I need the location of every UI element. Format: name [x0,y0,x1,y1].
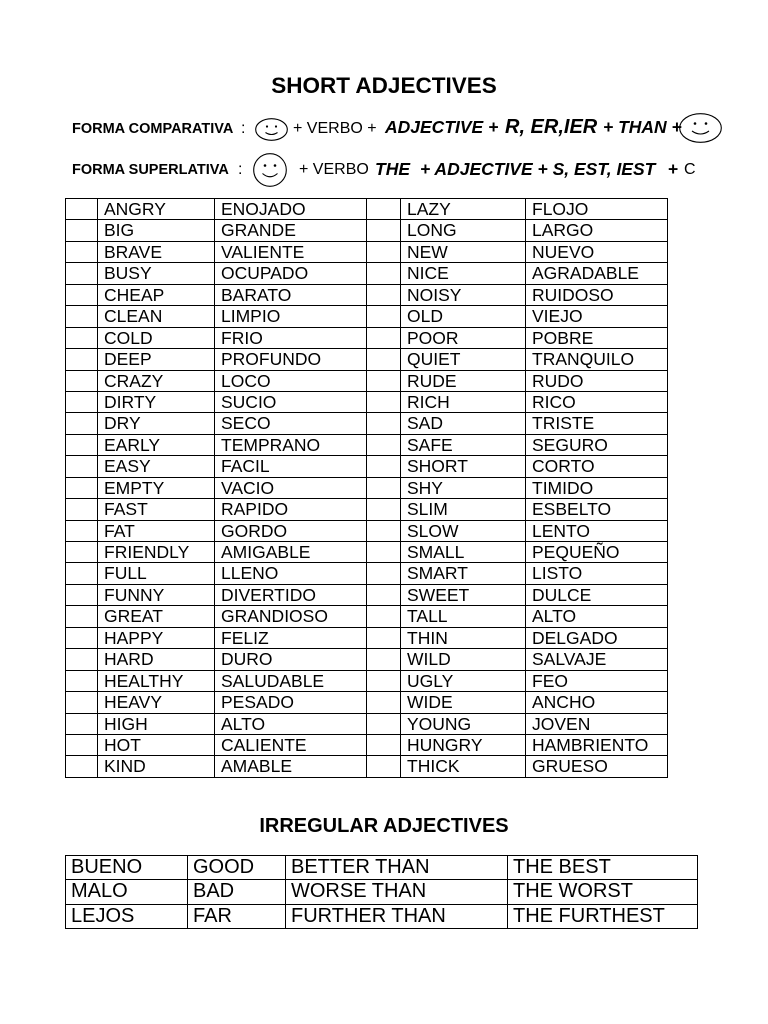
spanish-translation: NUEVO [526,242,668,263]
spanish-translation: LISTO [526,563,668,584]
english-adjective: FUNNY [98,585,215,606]
empty-cell [66,735,98,756]
empty-cell [66,263,98,284]
table-row [66,499,668,520]
empty-cell [66,563,98,584]
english-adjective: GREAT [98,606,215,627]
spanish-translation: TRANQUILO [526,349,668,370]
empty-cell [367,371,401,392]
spanish-translation: LENTO [526,521,668,542]
table-row [66,456,668,477]
empty-cell [66,349,98,370]
english-adjective: BUSY [98,263,215,284]
empty-cell [367,478,401,499]
english-adjective: ANGRY [98,199,215,220]
table-row [66,628,668,649]
table-row [66,880,698,904]
superlative-formula-text: + ADJECTIVE + S, EST, IEST [420,158,656,179]
empty-cell [66,542,98,563]
empty-cell [66,649,98,670]
empty-cell [367,521,401,542]
english-adjective: SMALL [401,542,526,563]
empty-cell [66,585,98,606]
superlative-colon: : [238,161,243,178]
table-row [66,671,668,692]
empty-cell [66,756,98,777]
spanish-translation: AMABLE [215,756,367,777]
english-adjective: RICH [401,392,526,413]
spanish-translation: ALTO [215,714,367,735]
english-adjective: DIRTY [98,392,215,413]
table-row [66,328,668,349]
empty-cell [66,671,98,692]
english-adjective: SAFE [401,435,526,456]
table-row [66,521,668,542]
table-row [66,199,668,220]
spanish-translation: RICO [526,392,668,413]
comparative-form: FURTHER THAN [286,905,508,929]
english-adjective: EMPTY [98,478,215,499]
spanish-translation: ALTO [526,606,668,627]
empty-cell [367,649,401,670]
spanish-translation: PEQUEÑO [526,542,668,563]
comparative-adjective: ADJECTIVE + [385,117,499,138]
empty-cell [66,435,98,456]
empty-cell [66,306,98,327]
empty-cell [367,585,401,606]
table-row [66,263,668,284]
english-adjective: WILD [401,649,526,670]
english-word: GOOD [188,856,286,880]
empty-cell [367,606,401,627]
english-word: FAR [188,905,286,929]
irregular-adjectives-table [65,855,698,929]
english-adjective: FAST [98,499,215,520]
empty-cell [367,285,401,306]
english-adjective: FAT [98,521,215,542]
spanish-translation: PESADO [215,692,367,713]
superlative-verbo: + VERBO [299,161,369,178]
spanish-translation: FRIO [215,328,367,349]
english-adjective: NEW [401,242,526,263]
empty-cell [66,285,98,306]
english-adjective: POOR [401,328,526,349]
spanish-translation: DURO [215,649,367,670]
english-adjective: SLIM [401,499,526,520]
english-adjective: RUDE [401,371,526,392]
english-adjective: HEALTHY [98,671,215,692]
spanish-translation: FLOJO [526,199,668,220]
english-adjective: QUIET [401,349,526,370]
spanish-translation: RUDO [526,371,668,392]
english-adjective: NICE [401,263,526,284]
spanish-translation: ESBELTO [526,499,668,520]
spanish-translation: CALIENTE [215,735,367,756]
empty-cell [66,628,98,649]
empty-cell [367,456,401,477]
superlative-label: FORMA SUPERLATIVA [72,162,229,179]
spanish-translation: OCUPADO [215,263,367,284]
empty-cell [367,628,401,649]
spanish-translation: GRANDE [215,220,367,241]
spanish-translation: AMIGABLE [215,542,367,563]
table-row [66,392,668,413]
table-row [66,735,668,756]
english-adjective: EARLY [98,435,215,456]
spanish-translation: RUIDOSO [526,285,668,306]
superlative-form: THE BEST [508,856,698,880]
empty-cell [367,199,401,220]
spanish-translation: VIEJO [526,306,668,327]
spanish-translation: SALUDABLE [215,671,367,692]
english-adjective: DEEP [98,349,215,370]
english-adjective: BRAVE [98,242,215,263]
empty-cell [66,499,98,520]
comparative-endings: R, ER,IER [505,116,598,139]
spanish-word: BUENO [66,856,188,880]
table-row [66,220,668,241]
table-row [66,413,668,434]
empty-cell [66,199,98,220]
empty-cell [367,542,401,563]
empty-cell [367,435,401,456]
spanish-translation: LOCO [215,371,367,392]
english-adjective: HIGH [98,714,215,735]
english-word: BAD [188,880,286,904]
spanish-word: MALO [66,880,188,904]
spanish-translation: PROFUNDO [215,349,367,370]
english-adjective: OLD [401,306,526,327]
table-row [66,435,668,456]
spanish-translation: TEMPRANO [215,435,367,456]
comparative-colon: : [241,119,246,137]
spanish-translation: TIMIDO [526,478,668,499]
page-title: SHORT ADJECTIVES [271,73,497,98]
english-adjective: SMART [401,563,526,584]
spanish-translation: VACIO [215,478,367,499]
english-adjective: HAPPY [98,628,215,649]
table-row [66,649,668,670]
english-adjective: SLOW [401,521,526,542]
english-adjective: SHORT [401,456,526,477]
english-adjective: HARD [98,649,215,670]
empty-cell [66,606,98,627]
spanish-translation: SALVAJE [526,649,668,670]
table-row [66,563,668,584]
english-adjective: YOUNG [401,714,526,735]
empty-cell [367,413,401,434]
english-adjective: HUNGRY [401,735,526,756]
smiley-face-icon [253,153,287,187]
comparative-label: FORMA COMPARATIVA [72,120,234,137]
english-adjective: FRIENDLY [98,542,215,563]
spanish-translation: BARATO [215,285,367,306]
empty-cell [367,692,401,713]
spanish-translation: VALIENTE [215,242,367,263]
english-adjective: SWEET [401,585,526,606]
table-row [66,714,668,735]
spanish-translation: DULCE [526,585,668,606]
spanish-translation: ANCHO [526,692,668,713]
english-adjective: THIN [401,628,526,649]
spanish-translation: CORTO [526,456,668,477]
spanish-translation: SUCIO [215,392,367,413]
superlative-form: THE FURTHEST [508,905,698,929]
spanish-translation: FEO [526,671,668,692]
smiley-face-icon [679,113,722,143]
table-row [66,692,668,713]
empty-cell [66,371,98,392]
table-row [66,856,698,880]
spanish-translation: POBRE [526,328,668,349]
empty-cell [367,392,401,413]
spanish-translation: HAMBRIENTO [526,735,668,756]
superlative-plus: + [668,158,679,179]
english-adjective: THICK [401,756,526,777]
empty-cell [367,563,401,584]
english-adjective: CRAZY [98,371,215,392]
empty-cell [66,220,98,241]
english-adjective: KIND [98,756,215,777]
english-adjective: UGLY [401,671,526,692]
english-adjective: TALL [401,606,526,627]
empty-cell [367,714,401,735]
english-adjective: HEAVY [98,692,215,713]
table-row [66,585,668,606]
short-adjectives-table [65,198,668,778]
english-adjective: HOT [98,735,215,756]
superlative-the: THE [375,158,410,179]
section-title: IRREGULAR ADJECTIVES [259,815,509,837]
empty-cell [367,756,401,777]
smiley-face-icon [255,118,288,141]
spanish-translation: SECO [215,413,367,434]
empty-cell [66,714,98,735]
spanish-translation: TRISTE [526,413,668,434]
spanish-translation: JOVEN [526,714,668,735]
spanish-translation: LARGO [526,220,668,241]
empty-cell [367,735,401,756]
english-adjective: SAD [401,413,526,434]
empty-cell [66,478,98,499]
spanish-translation: LIMPIO [215,306,367,327]
comparative-form: BETTER THAN [286,856,508,880]
superlative-c: C [684,161,696,178]
table-row [66,542,668,563]
spanish-translation: RAPIDO [215,499,367,520]
english-adjective: CHEAP [98,285,215,306]
empty-cell [66,413,98,434]
spanish-translation: FELIZ [215,628,367,649]
empty-cell [367,671,401,692]
spanish-translation: DELGADO [526,628,668,649]
spanish-word: LEJOS [66,905,188,929]
superlative-form: THE WORST [508,880,698,904]
spanish-translation: GRANDIOSO [215,606,367,627]
table-row [66,285,668,306]
table-row [66,242,668,263]
empty-cell [66,456,98,477]
empty-cell [66,242,98,263]
english-adjective: NOISY [401,285,526,306]
empty-cell [367,349,401,370]
comparative-than: + THAN + [603,117,682,138]
english-adjective: SHY [401,478,526,499]
spanish-translation: FACIL [215,456,367,477]
empty-cell [367,328,401,349]
comparative-verbo: + VERBO + [293,119,377,137]
english-adjective: LONG [401,220,526,241]
english-adjective: EASY [98,456,215,477]
spanish-translation: ENOJADO [215,199,367,220]
english-adjective: CLEAN [98,306,215,327]
spanish-translation: DIVERTIDO [215,585,367,606]
spanish-translation: GRUESO [526,756,668,777]
empty-cell [367,242,401,263]
empty-cell [66,328,98,349]
spanish-translation: GORDO [215,521,367,542]
empty-cell [367,499,401,520]
english-adjective: DRY [98,413,215,434]
table-row [66,756,668,777]
empty-cell [66,392,98,413]
comparative-form: WORSE THAN [286,880,508,904]
spanish-translation: LLENO [215,563,367,584]
empty-cell [367,220,401,241]
table-row [66,905,698,929]
english-adjective: COLD [98,328,215,349]
table-row [66,349,668,370]
empty-cell [367,306,401,327]
spanish-translation: AGRADABLE [526,263,668,284]
english-adjective: BIG [98,220,215,241]
empty-cell [66,692,98,713]
table-row [66,306,668,327]
spanish-translation: SEGURO [526,435,668,456]
english-adjective: FULL [98,563,215,584]
table-row [66,371,668,392]
english-adjective: LAZY [401,199,526,220]
english-adjective: WIDE [401,692,526,713]
empty-cell [66,521,98,542]
table-row [66,606,668,627]
table-row [66,478,668,499]
empty-cell [367,263,401,284]
